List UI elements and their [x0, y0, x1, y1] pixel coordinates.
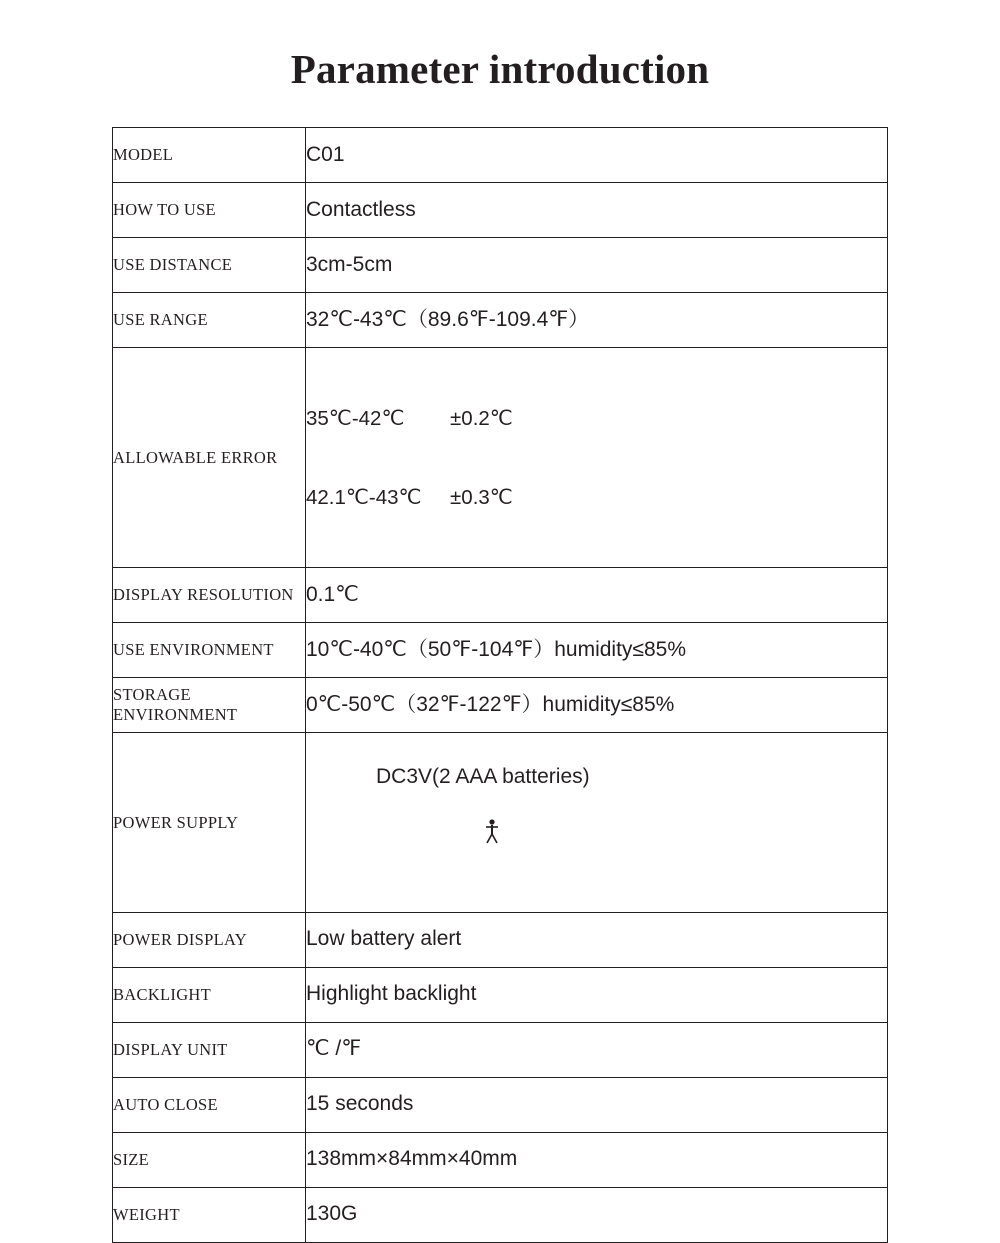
allowable-error-line-1: 35℃-42℃ ±0.2℃: [306, 406, 513, 430]
table-row: [113, 678, 888, 733]
row-value-power-display: Low battery alert: [306, 912, 888, 967]
row-value-use-range: 32℃-43℃（89.6℉-109.4℉）: [306, 293, 888, 348]
table-row: [113, 183, 888, 238]
row-label-power-supply: POWER SUPPLY: [113, 733, 306, 912]
table-row: [113, 128, 888, 183]
row-label-backlight: BACKLIGHT: [113, 967, 306, 1022]
allowable-error-line-2: 42.1℃-43℃ ±0.3℃: [306, 485, 513, 509]
table-row: [113, 568, 888, 623]
row-label-auto-close: AUTO CLOSE: [113, 1077, 306, 1132]
row-label-power-display: POWER DISPLAY: [113, 912, 306, 967]
table-row: [113, 1022, 888, 1077]
row-value-size: 138mm×84mm×40mm: [306, 1132, 888, 1187]
row-label-weight: WEIGHT: [113, 1187, 306, 1242]
row-label-use-range: USE RANGE: [113, 293, 306, 348]
parameter-table: [112, 127, 888, 1243]
table-row: [113, 1077, 888, 1132]
table-row: [113, 293, 888, 348]
table-row: [113, 912, 888, 967]
row-value-storage-environment: 0℃-50℃（32℉-122℉）humidity≤85%: [306, 678, 888, 733]
row-value-use-environment: 10℃-40℃（50℉-104℉）humidity≤85%: [306, 623, 888, 678]
person-icon: [402, 791, 500, 881]
row-value-backlight: Highlight backlight: [306, 967, 888, 1022]
row-label-display-unit: DISPLAY UNIT: [113, 1022, 306, 1077]
row-label-use-environment: USE ENVIRONMENT: [113, 623, 306, 678]
row-label-model: MODEL: [113, 128, 306, 183]
row-label-how-to-use: HOW TO USE: [113, 183, 306, 238]
page-title: Parameter introduction: [290, 46, 710, 92]
row-value-display-resolution: 0.1℃: [306, 568, 888, 623]
row-value-how-to-use: Contactless: [306, 183, 888, 238]
table-row: [113, 733, 888, 912]
parameter-table-wrapper: [112, 127, 888, 1243]
row-label-size: SIZE: [113, 1132, 306, 1187]
table-row: [113, 1132, 888, 1187]
row-value-weight: 130G: [306, 1187, 888, 1242]
row-label-display-resolution: DISPLAY RESOLUTION: [113, 568, 306, 623]
row-value-display-unit: ℃ /℉: [306, 1022, 888, 1077]
power-supply-text: DC3V(2 AAA batteries): [376, 765, 590, 789]
row-label-storage-environment: STORAGE ENVIRONMENT: [113, 678, 306, 733]
row-value-auto-close: 15 seconds: [306, 1077, 888, 1132]
row-label-use-distance: USE DISTANCE: [113, 238, 306, 293]
table-row: [113, 967, 888, 1022]
row-value-allowable-error: [306, 348, 888, 568]
table-row: [113, 1187, 888, 1242]
table-row: [113, 348, 888, 568]
row-label-allowable-error: ALLOWABLE ERROR: [113, 348, 306, 568]
row-value-model: C01: [306, 128, 888, 183]
table-row: [113, 623, 888, 678]
table-row: [113, 238, 888, 293]
row-value-power-supply: [306, 733, 888, 912]
row-value-use-distance: 3cm-5cm: [306, 238, 888, 293]
